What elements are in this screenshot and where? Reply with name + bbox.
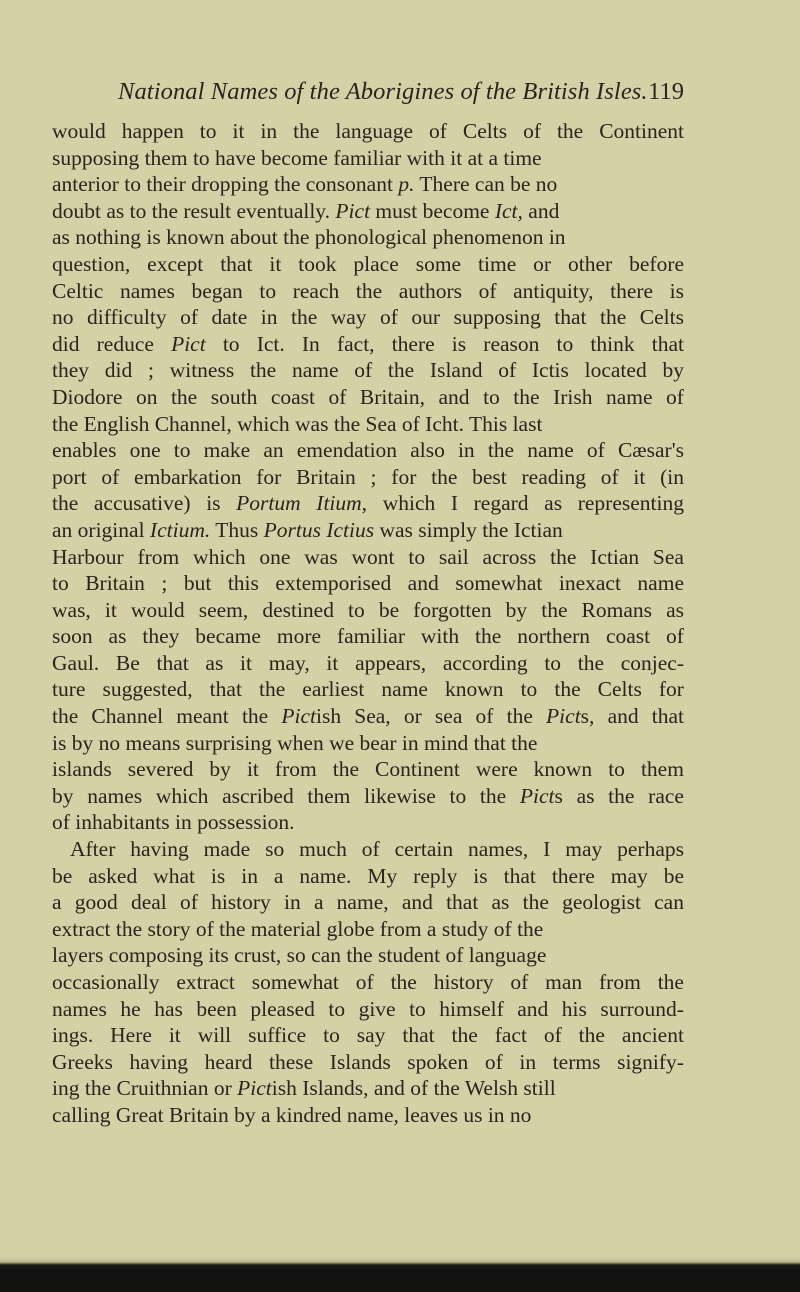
text-line: did reduce Pict to Ict. In fact, there is reason to think that (52, 331, 684, 356)
text-line: Harbour from which one was wont to sail across the Ictian Sea (52, 544, 684, 569)
paragraph-start-line: After having made so much of certain names, I may perhaps (70, 837, 685, 862)
text-line: of inhabitants in possession. (52, 810, 295, 835)
text-line: doubt as to the result eventually. Pict must become Ict, and (52, 198, 560, 223)
text-line: the English Channel, which was the Sea of Icht. This last (52, 411, 543, 436)
text-line: Diodore on the south coast of Britain, and to the Irish name of (52, 384, 684, 409)
text-line: to Britain ; but this extemporised and somewhat inexact name (52, 571, 684, 596)
text-line: port of embarkation for Britain ; for the best reading of it (in (52, 464, 684, 489)
text-line: the accusative) is Portum Itium, which I regard as representing (52, 491, 684, 516)
text-line: occasionally extract somewhat of the history of man from the (52, 970, 684, 994)
text-line: calling Great Britain by a kindred name, leaves us in no (52, 1102, 532, 1127)
running-title: National Names of the Aborigines of the British Isles. (118, 78, 648, 105)
text-line: ing the Cruithnian or Pictish Islands, and of the Welsh still (52, 1076, 556, 1101)
text-line: ture suggested, that the earliest name known to the Celts for (52, 677, 684, 702)
text-line: anterior to their dropping the consonant p. There can be no (52, 172, 558, 197)
body-text (52, 118, 684, 1129)
text-line: Gaul. Be that as it may, it appears, according to the conjec- (52, 650, 684, 675)
text-line: Greeks having heard these Islands spoken of in terms signify- (52, 1049, 684, 1074)
running-head (118, 78, 684, 112)
text-line: layers composing its crust, so can the student of language (52, 943, 547, 968)
text-line: an original Ictium. Thus Portus Ictius was simply the Ictian (52, 517, 563, 542)
text-line: was, it would seem, destined to be forgotten by the Romans as (52, 597, 685, 622)
text-line: ings. Here it will suffice to say that the fact of the ancient (52, 1023, 684, 1048)
text-line: names he has been pleased to give to himself and his surround- (52, 996, 684, 1021)
text-line: question, except that it took place some time or other before (52, 251, 685, 276)
text-line: a good deal of history in a name, and that as the geologist can (52, 890, 684, 915)
text-line: soon as they became more familiar with the northern coast of (52, 624, 684, 649)
text-line: is by no means surprising when we bear in mind that the (52, 730, 538, 755)
page-bottom-edge (0, 1258, 800, 1292)
text-line: be asked what is in a name. My reply is that there may be (52, 863, 685, 888)
page-number: 119 (648, 78, 684, 105)
text-line: supposing them to have become familiar with it at a time (52, 145, 542, 170)
text-line: no difficulty of date in the way of our supposing that the Celts (52, 305, 684, 330)
text-line: the Channel meant the Pictish Sea, or sea of the Picts, and that (52, 704, 685, 729)
text-line: would happen to it in the language of Celts of the Continent (52, 119, 685, 143)
text-line: by names which ascribed them likewise to the Picts as the race (52, 783, 684, 808)
text-line: as nothing is known about the phonological phenomenon in (52, 225, 566, 250)
text-line: they did ; witness the name of the Island of Ictis located by (52, 358, 684, 383)
text-line: islands severed by it from the Continent were known to them (52, 757, 684, 782)
text-line: extract the story of the material globe from a study of the (52, 916, 544, 941)
text-line: Celtic names began to reach the authors of antiquity, there is (52, 278, 685, 303)
text-line: enables one to make an emendation also in the name of Cæsar's (52, 438, 684, 463)
